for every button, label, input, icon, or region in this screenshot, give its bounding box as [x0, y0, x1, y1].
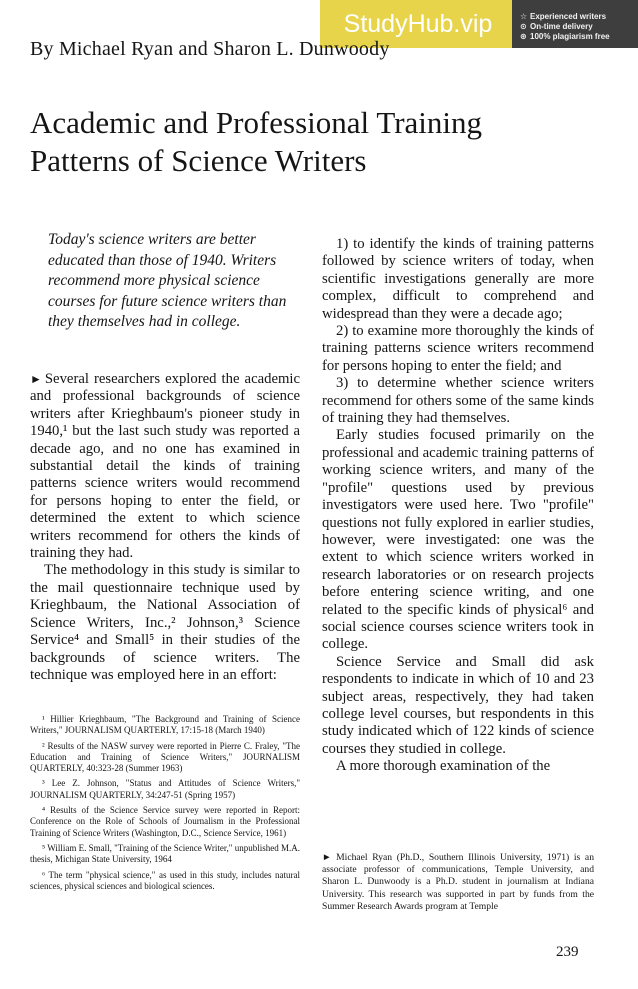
article-title [30, 104, 590, 180]
banner-feature-label: 100% plagiarism free [530, 31, 610, 41]
footnote: ² Results of the NASW survey were reported in Pierre C. Fraley, "The Education and Training of Science Writers," JOURNALISM QUARTERLY, 40:323-28 (Summer 1963) [30, 740, 300, 774]
star-icon: ☆ [520, 11, 528, 21]
arrow-icon: ► [30, 372, 42, 386]
footnote: ⁶ The term "physical science," as used in this study, includes natural sciences, physical sciences and biological sciences. [30, 869, 300, 891]
banner-feature [520, 32, 634, 41]
footnote: ³ Lee Z. Johnson, "Status and Attitudes of Science Writers," JOURNALISM QUARTERLY, 34:247-51 (Spring 1957) [30, 778, 300, 800]
article-deck: Today's science writers are better educated than those of 1940. Writers recommend more physical science courses for future science writers than they themselves had in college. [48, 231, 287, 330]
studyhub-logo[interactable]: StudyHub.vip [320, 0, 512, 48]
paragraph: 1) to identify the kinds of training patterns followed by science writers of today, when scientific investigations generally are more complex, difficult to comprehend and widespread than they were a decade ago; [322, 236, 594, 322]
right-column [322, 236, 594, 776]
paragraph: A more thorough examination of the [336, 758, 551, 775]
paragraph: 3) to determine whether science writers recommend for others some of the same kinds of training they had themselves. [322, 375, 594, 427]
footnote: ⁵ William E. Small, "Training of the Science Writer," unpublished M.A. thesis, Michigan State University, 1964 [30, 842, 300, 865]
shield-icon: ⊛ [520, 31, 527, 41]
paragraph [30, 371, 300, 562]
paragraph: The methodology in this study is similar to the mail questionnaire technique used by Krieghbaum, the National Association of Science Writers, Inc.,² Johnson,³ Science Service⁴ and Small⁵ in their studies of the backgrounds of science writers. The technique was employed here in an effort: [30, 562, 300, 683]
paragraph: Early studies focused primarily on the professional and academic training patterns of working science writers, and many of the "profile" questions used by previous investigators were used here. Two "profile" questions not fully explored in earlier studies, however, were investigated: one was the extent to which science writers worked in research laboratories or on research projects before entering science writing, and one related to the specific kinds of physical⁶ and social science courses science writers took in college. [322, 427, 594, 653]
banner-feature [520, 12, 634, 21]
left-column [30, 371, 300, 684]
footnote: ⁴ Results of the Science Service survey were reported in Report: Conference on the Role of Schools of Journalism in the Professional Training of Science Writers (Washington, D.C., Science Service, 1961) [30, 805, 300, 838]
banner-feature [520, 22, 634, 31]
paragraph: 2) to examine more thoroughly the kinds of training patterns science writers recommend for persons hoping to enter the field; and [322, 323, 594, 374]
author-note-text: ► Michael Ryan (Ph.D., Southern Illinois University, 1971) is an associate professor of communications, Temple University, and Sharon L. Dunwoody is a Ph.D. student in journalism at Indiana University. This research was supported in part by funds from the Summer Research Awards program at Temple [322, 852, 594, 912]
paragraph: Science Service and Small did ask respondents to indicate in which of 10 and 23 subject areas, respectively, they had taken college level courses, but respondents in this study indicated which of 122 kinds of science courses they studied in college. [322, 653, 594, 757]
author-note [322, 852, 594, 913]
banner-feature-label: On-time delivery [530, 21, 593, 31]
footnote: ¹ Hillier Krieghbaum, "The Background and Training of Science Writers," JOURNALISM QUARTERLY, 17:15-18 (March 1940) [30, 714, 300, 736]
byline: By Michael Ryan and Sharon L. Dunwoody [30, 38, 390, 60]
banner-features [512, 0, 638, 48]
title-line: Patterns of Science Writers [30, 143, 367, 178]
footnotes [30, 714, 300, 896]
paragraph-text: Several researchers explored the academic and professional backgrounds of science writers after Krieghbaum's pioneer study in 1940,¹ but the last such study was reported a decade ago, and no one has examined in substantial detail the kinds of training patterns science writers would recommend for persons hoping to enter the field, or determined the extent to which science writers recommend for others the kinds of training they had. [30, 371, 300, 562]
page-number: 239 [556, 944, 579, 960]
banner-feature-label: Experienced writers [530, 11, 607, 21]
clock-icon: ⊙ [520, 21, 527, 31]
title-line: Academic and Professional Training [30, 105, 483, 140]
